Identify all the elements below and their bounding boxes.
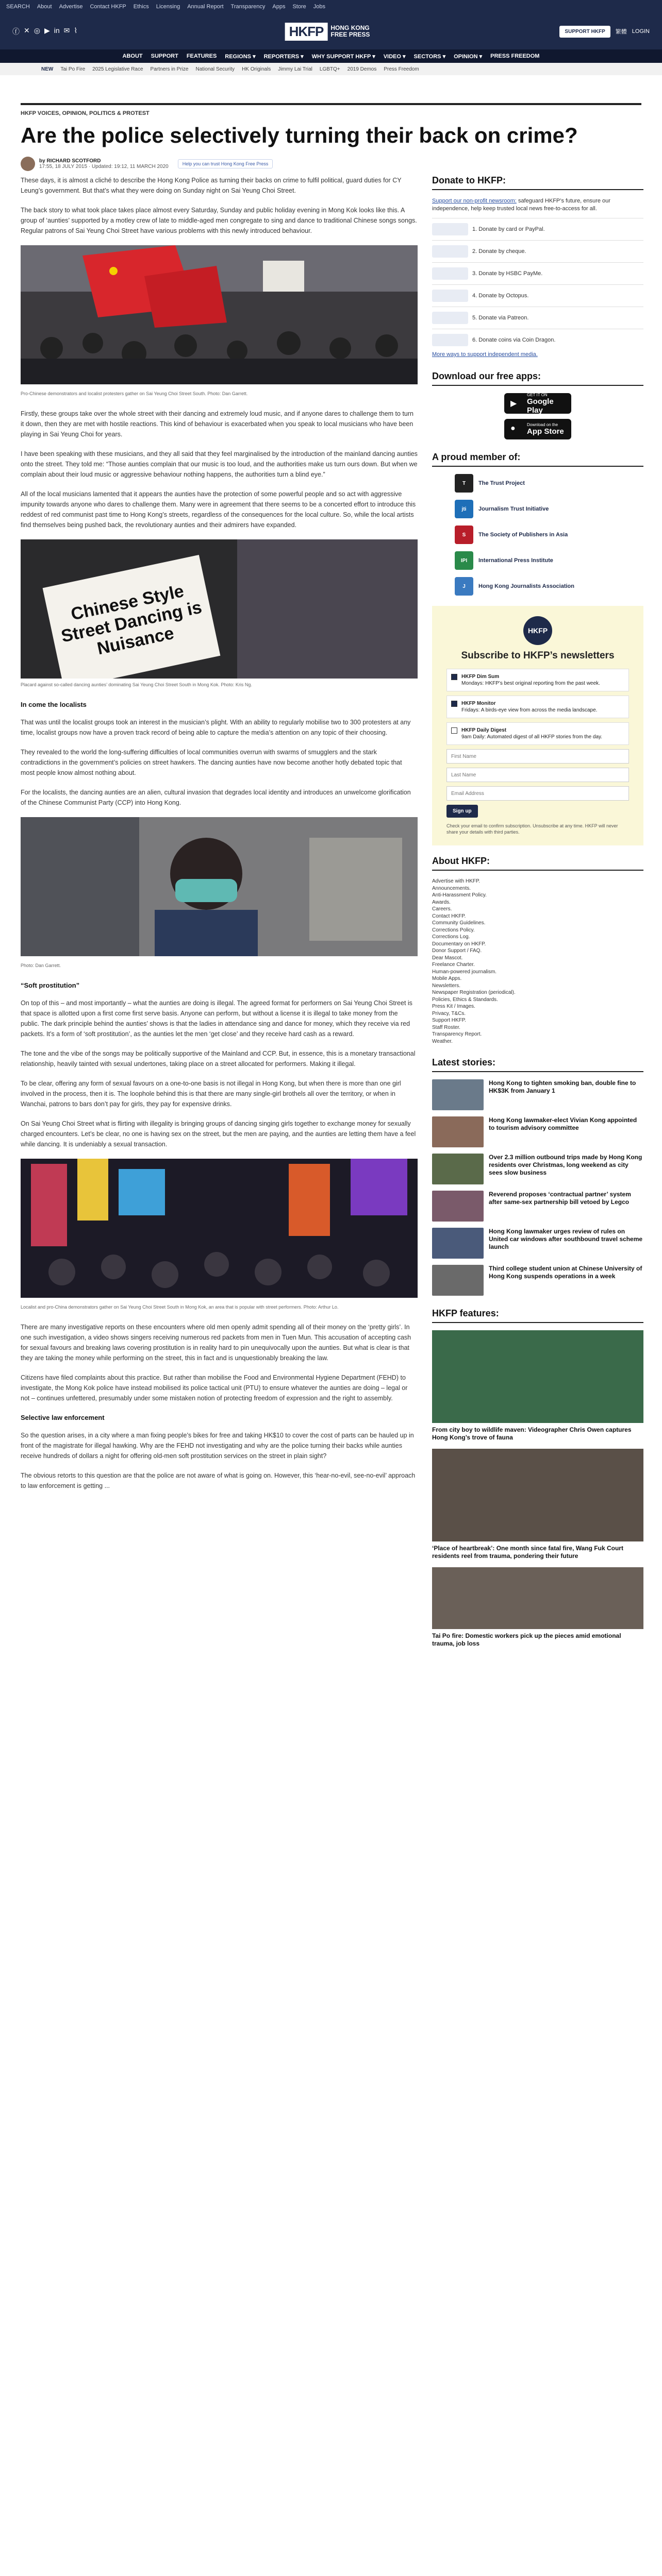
article-header [21, 103, 641, 171]
paragraph: The back story to what took place takes place almost every Saturday, Sunday and public holiday evening in Mong Kok looks like this. A group of ‘aunties’ supported by a motley crew of late to middle-aged men congregate to sing and dance to traditional Chinese songs songs. Regular patrons of Sai Yeung Choi Street have various problems with this newly introduced behaviour. [21, 207, 417, 234]
section-heading: In come the localists [21, 701, 87, 708]
about-link[interactable]: Careers. [432, 906, 452, 912]
donate-option-label: 2. Donate by cheque. [472, 248, 526, 255]
sidebar [432, 175, 643, 1655]
apps-title: Download our free apps: [432, 371, 643, 386]
about-link[interactable]: Press Kit / Images. [432, 1004, 475, 1009]
about-link[interactable]: Support HKFP. [432, 1018, 466, 1023]
paragraph: That was until the localist groups took an interest in the musician’s plight. With an ability to regularly mobilise two to 300 protesters at any time, localist groups now have a proven track record of being able to capture the media’s attention on any topic of their choosing. [21, 719, 411, 736]
story-title: Hong Kong lawmaker-elect Vivian Kong appointed to tourism advisory committee [489, 1116, 637, 1131]
email-icon[interactable]: ✉ [63, 26, 70, 35]
trending-item[interactable]: HK Originals [242, 66, 271, 72]
paragraph: To be clear, offering any form of sexual favours on a one-to-one basis is not illegal in Hong Kong, but when there is more than one girl involved in the process, then it is. The loophole behind this is that there are many single-girl brothels all over the territory, or when in Wanchai, patrons to bars don’t pay for girls, they pay for expensive drinks. [21, 1080, 401, 1108]
newsletter-desc: Fridays: A birds-eye view from across the media landscape. [461, 707, 598, 713]
top-utility-bar [0, 0, 662, 13]
newsletter-desc: 9am Daily: Automated digest of all HKFP stories from the day. [461, 734, 603, 740]
trending-item[interactable]: Jimmy Lai Trial [278, 66, 312, 72]
google-play-small: GET IT ON [527, 392, 548, 397]
topbar-link-store[interactable]: Store [292, 4, 306, 10]
app-store-button[interactable] [504, 419, 571, 439]
twitter-icon[interactable]: ✕ [24, 26, 30, 35]
trust-badge[interactable]: Help you can trust Hong Kong Free Press [178, 159, 273, 168]
story-thumbnail [432, 1265, 484, 1296]
topbar-link-apps[interactable]: Apps [272, 4, 286, 10]
rss-icon[interactable]: ⌇ [74, 26, 78, 35]
checkbox-checked[interactable] [451, 701, 457, 707]
nav-about[interactable]: ABOUT [122, 53, 143, 59]
article-title: Are the police selectively turning their back on crime? [21, 123, 578, 147]
photo-caption: Photo: Dan Garrett. [21, 963, 61, 968]
patreon-logo [432, 312, 468, 324]
donate-link[interactable]: Support our non-profit newsroom: [432, 198, 517, 204]
about-link[interactable]: Donor Support / FAQ. [432, 948, 482, 954]
member-name: International Press Institute [478, 557, 553, 564]
about-links [432, 878, 643, 1045]
paragraph: For the localists, the dancing aunties are an alien, cultural invasion that degrades local identity and introduces an unwelcome glorification of the Chinese Communist Party (CCP) into Hong Kong. [21, 789, 411, 806]
newsletter-widget [432, 606, 643, 845]
photo-caption: Localist and pro-China demonstrators gather on Sai Yeung Choi Street South in Mong Kok, an area that is popular with street performers. Photo: Arthur Lo. [21, 1304, 339, 1310]
photo-caption: Pro-Chinese demonstrators and localist protesters gather on Sai Yeung Choi Street South. Photo: Dan Garrett. [21, 391, 248, 396]
coin-dragon-logo [432, 334, 468, 346]
story-item[interactable] [432, 1191, 643, 1222]
newsletter-logo: HKFP [523, 616, 552, 645]
latest-stories [432, 1057, 643, 1296]
photo-protest-flags [21, 245, 418, 384]
newsletter-fine-print: Check your email to confirm subscription. Unsubscribe at any time. HKFP will never share your details with third parties. [446, 823, 618, 835]
paragraph: So the question arises, in a city where a man fixing people’s bikes for free and taking HK$10 to cover the cost of parts can be hauled up in front of the magistrate for illegal hawking. Why are the FEHD not investigating and why are the police turning their backs while aunties receive hundreds of dollars a night for offering old-men soft prostitution services on the street in plain sight? [21, 1432, 414, 1460]
search-link[interactable]: SEARCH [6, 4, 30, 10]
app-store-small: Download on the [527, 422, 558, 427]
donate-option[interactable] [432, 284, 643, 307]
story-title: Over 2.3 million outbound trips made by Hong Kong residents over Christmas, long weekend as city sees slow business [489, 1154, 642, 1176]
newsletter-name: HKFP Daily Digest [461, 727, 507, 733]
apple-icon: ● [510, 424, 516, 433]
story-item[interactable] [432, 1154, 643, 1184]
member-hkja[interactable] [455, 577, 643, 596]
about-link[interactable]: Contact HKFP. [432, 913, 466, 919]
publish-date: 17:55, 18 JULY 2015 [39, 164, 88, 170]
nav-regions[interactable]: REGIONS ▾ [225, 53, 256, 60]
youtube-icon[interactable]: ▶ [44, 26, 50, 35]
about-link[interactable]: Corrections Log. [432, 934, 470, 940]
app-store-label: App Store [527, 427, 564, 436]
logo-mark: HKFP [285, 23, 328, 41]
topbar-link-contact[interactable]: Contact HKFP [90, 4, 126, 10]
donate-option[interactable] [432, 218, 643, 240]
about-link[interactable]: Announcements. [432, 885, 471, 891]
about-link[interactable]: Corrections Policy. [432, 927, 475, 933]
topbar-link-ethics[interactable]: Ethics [133, 4, 149, 10]
newsletter-name: HKFP Monitor [461, 701, 496, 706]
about-title: About HKFP: [432, 856, 643, 871]
trending-item[interactable]: 2019 Demos [347, 66, 377, 72]
newsletter-desc: Mondays: HKFP’s best original reporting from the past week. [461, 681, 600, 686]
topbar-link-licensing[interactable]: Licensing [156, 4, 180, 10]
about-link[interactable]: Freelance Charter. [432, 962, 475, 968]
member-trust-project[interactable] [455, 474, 643, 493]
ipi-logo: IPI [455, 551, 473, 570]
donate-option[interactable] [432, 329, 643, 351]
checkbox-checked[interactable] [451, 674, 457, 680]
member-title: A proud member of: [432, 452, 643, 467]
about-link[interactable]: Awards. [432, 899, 451, 905]
trending-item[interactable]: National Security [195, 66, 235, 72]
donate-option-label: 6. Donate coins via Coin Dragon. [472, 337, 556, 343]
about-link[interactable]: Privacy, T&Cs. [432, 1010, 466, 1016]
paragraph: The tone and the vibe of the songs may be politically supportive of the Mainland and CCP. But, in essence, this is a monetary transactional relationship, heavily tainted with sexual undertones, taking place on a street allocated for performers. Making it illegal. [21, 1050, 416, 1067]
donate-option[interactable] [432, 307, 643, 329]
story-thumbnail [432, 1228, 484, 1259]
about-link[interactable]: Mobile Apps. [432, 976, 462, 981]
nav-support[interactable]: SUPPORT [151, 53, 178, 59]
story-title: Reverend proposes ‘contractual partner’ system after same-sex partnership bill vetoed by Legco [489, 1191, 631, 1206]
paragraph: On Sai Yeung Choi Street what is flirting with illegality is bringing groups of dancing singing girls together to exchange money for sexually charged encounters. Let’s be clear, no one is having sex on the street, but the men are paying, and the aunties are letting them have a feel while dancing. It is undeniably a sexual transaction. [21, 1120, 416, 1148]
feature-title[interactable]: Tai Po fire: Domestic workers pick up the pieces amid emotional trauma, job loss [432, 1632, 621, 1647]
nav-reporters[interactable]: REPORTERS ▾ [263, 53, 304, 60]
newsletter-name: HKFP Dim Sum [461, 674, 500, 680]
story-title: Hong Kong lawmaker urges review of rules on United car windows after southbound travel scheme launch [489, 1228, 643, 1250]
author-name[interactable]: by RICHARD SCOTFORD [39, 158, 101, 164]
payme-logo [432, 267, 468, 280]
member-name: Hong Kong Journalists Association [478, 583, 574, 589]
story-item[interactable] [432, 1079, 643, 1110]
member-name: Journalism Trust Initiative [478, 506, 549, 512]
donate-text: safeguard HKFP’s future, ensure our independence, help keep trusted local news free-to-access for all. [432, 198, 610, 212]
features-section [432, 1308, 643, 1648]
paragraph: There are many investigative reports on these encounters where old men openly admit spending all of their money on the ‘pretty girls’. In one such investigation, a video shows singers receiving numerous red packets from men in Tuen Mun. This accusation of accepting cash for sexual favours and breaking laws covering prostitution is in reality hard to pin unequivocally upon the aunties. But what is clear is that they are taking the money while performing on the street, this in fact and is unquestionably breaking the law. [21, 1324, 411, 1362]
about-link[interactable]: Dear Mascot. [432, 955, 463, 961]
donate-widget [432, 175, 643, 359]
support-button[interactable]: SUPPORT HKFP [559, 26, 610, 38]
signup-button[interactable]: Sign up [446, 805, 478, 818]
paragraph: Citizens have filed complaints about this practice. But rather than mobilise the Food and Environmental Hygiene Department (FEHD) to investigate, the Mong Kok police have instead mobilised its police tactical unit (PTU) to ensure whatever the aunties are doing – legal or not – continues unfettered, presumably under some mistaken notion of protecting freedom of expression and the right to assembly. [21, 1374, 408, 1402]
instagram-icon[interactable]: ◎ [34, 26, 40, 35]
topbar-link-about[interactable]: About [37, 4, 52, 10]
article-body [21, 175, 418, 1500]
sopa-logo: S [455, 526, 473, 544]
google-play-label: Google Play [527, 397, 554, 415]
donate-option-label: 5. Donate via Patreon. [472, 315, 529, 321]
photo-placard [21, 539, 418, 679]
donate-title: Donate to HKFP: [432, 175, 643, 190]
photo-caption: Placard against so-called dancing aunties’ dominating Sai Yeung Choi Street South in Mong Kok. Photo: Kris Ng. [21, 682, 252, 687]
last-name-field[interactable] [446, 768, 629, 782]
updated-date: Updated: 19:12, 11 MARCH 2020 [91, 164, 169, 170]
site-logo[interactable] [285, 23, 377, 41]
paragraph: On top of this – and most importantly – what the aunties are doing is illegal. The agreed format for performers on Sai Yeung Choi Street is that space is allotted upon a first come first serve basis. Anyone can perform, but without a license it is illegal to take money from the public. The dark principle behind the aunties’ shows is that the ladies in attendance sing and dance for money, which they receive via red packets. It’s a form of ‘soft prostitution’, as the aunties let the men ‘get close’ and they receive hard cash as a reward. [21, 999, 412, 1038]
section-heading: “Soft prostitution” [21, 981, 80, 989]
story-item[interactable] [432, 1228, 643, 1259]
donate-option[interactable] [432, 240, 643, 262]
features-title: HKFP features: [432, 1308, 643, 1323]
checkbox-unchecked[interactable] [451, 727, 457, 734]
social-icons [12, 26, 77, 37]
feature-image[interactable] [432, 1449, 643, 1541]
nav-why-support[interactable]: WHY SUPPORT HKFP ▾ [311, 53, 375, 60]
more-ways-link[interactable]: More ways to support independent media. [432, 351, 538, 358]
logo-text: HONG KONG FREE PRESS [330, 24, 370, 38]
paragraph: I have been speaking with these musicians, and they all said that they feel marginalised by the introduction of the mainland dancing aunties onto the street. They told me: “Those aunties complain that our music is too loud, and the authorities make us turn ours down. But when we complain about their loud music or aggressive behaviour nothing happens, the authorities turn a blind eye.” [21, 450, 418, 478]
newsletter-option[interactable] [446, 722, 629, 745]
author-avatar [21, 157, 35, 171]
story-thumbnail [432, 1116, 484, 1147]
story-thumbnail [432, 1154, 484, 1184]
about-link[interactable]: Human-powered journalism. [432, 969, 497, 975]
nav-opinion[interactable]: OPINION ▾ [454, 53, 483, 60]
about-link[interactable]: Anti-Harassment Policy. [432, 892, 487, 898]
story-title: Hong Kong to tighten smoking ban, double fine to HK$3K from January 1 [489, 1079, 636, 1094]
about-link[interactable]: Newsletters. [432, 982, 461, 989]
email-field[interactable] [446, 786, 629, 801]
linkedin-icon[interactable]: in [54, 26, 60, 35]
section-heading: Selective law enforcement [21, 1414, 105, 1421]
topbar-link-advertise[interactable]: Advertise [59, 4, 83, 10]
donate-option-label: 1. Donate by card or PayPal. [472, 226, 545, 232]
member-ipi[interactable] [455, 551, 643, 570]
trending-item[interactable]: Press Freedom [384, 66, 419, 72]
about-link[interactable]: Policies, Ethics & Standards. [432, 996, 498, 1003]
donate-option[interactable] [432, 262, 643, 284]
latest-title: Latest stories: [432, 1057, 643, 1072]
cheque-icon [432, 245, 468, 258]
trending-item[interactable]: Tai Po Fire [60, 66, 86, 72]
donate-option-label: 4. Donate by Octopus. [472, 293, 529, 299]
facebook-icon[interactable]: ⓕ [12, 27, 20, 36]
feature-image[interactable] [432, 1330, 643, 1423]
topbar-link-transparency[interactable]: Transparency [230, 4, 266, 10]
nav-sectors[interactable]: SECTORS ▾ [413, 53, 446, 60]
newsletter-title: Subscribe to HKFP’s newsletters [461, 650, 615, 661]
topbar-link-jobs[interactable]: Jobs [313, 4, 326, 10]
about-link[interactable]: Documentary on HKFP. [432, 941, 486, 947]
about-link[interactable]: Staff Roster. [432, 1024, 460, 1030]
first-name-field[interactable] [446, 749, 629, 764]
about-link[interactable]: Weather. [432, 1038, 453, 1044]
placard-text: Chinese Style Street Dancing is Nuisance [59, 581, 204, 659]
jti-logo: jti [455, 500, 473, 518]
trending-bar [0, 63, 662, 75]
topbar-link-annual-report[interactable]: Annual Report [187, 4, 224, 10]
octopus-logo [432, 290, 468, 302]
nav-press-freedom[interactable]: PRESS FREEDOM [490, 53, 540, 59]
feature-title[interactable]: ‘Place of heartbreak’: One month since fatal fire, Wang Fuk Court residents reel from trauma, pondering their future [432, 1545, 623, 1560]
newsletter-option[interactable] [446, 696, 629, 718]
member-jti[interactable] [455, 500, 643, 518]
about-link[interactable]: Transparency Report. [432, 1031, 482, 1037]
trust-project-logo: T [455, 474, 473, 493]
about-link[interactable]: Community Guidelines. [432, 920, 486, 926]
trending-item[interactable]: Partners in Prize [150, 66, 189, 72]
payment-card-logo [432, 223, 468, 235]
language-link[interactable]: 繁體 [615, 29, 627, 35]
google-play-icon: ▶ [510, 399, 517, 408]
story-thumbnail [432, 1191, 484, 1222]
member-sopa[interactable] [455, 526, 643, 544]
paragraph: Firstly, these groups take over the whole street with their dancing and extremely loud music, and if anyone dares to challenge them to turn it down, then they are met with hostile reactions. This kind of behaviour is exacerbated when you speak to local musicians who have been playing in Sai Yeung Choi for years. [21, 410, 413, 438]
paragraph: All of the local musicians lamented that it appears the aunties have the protection of some powerful people and so act with aggressive impunity towards anyone who dares to challenge them. Many were in agreement that there seems to be a concerted effort to introduce this reddest of red communist past time to Hong Kong’s streets, regardless of the consequences for the local culture. So, while the local artists find themselves being pushed back, the revolutionary aunties and their admirers have expanded. [21, 490, 416, 529]
feature-title[interactable]: From city boy to wildlife maven: Videographer Chris Owen captures Hong Kong’s trove of fauna [432, 1426, 632, 1441]
main-navigation [0, 49, 662, 63]
trending-item[interactable]: LGBTQ+ [319, 66, 340, 72]
feature-image[interactable] [432, 1567, 643, 1629]
login-link[interactable]: LOGIN [632, 28, 650, 35]
story-title: Third college student union at Chinese University of Hong Kong suspends operations in a week [489, 1265, 642, 1280]
paragraph: The obvious retorts to this question are that the police are not aware of what is going on. However, this ‘hear-no-evil, see-no-evil’ approach to law enforcement is getting ... [21, 1472, 416, 1489]
trending-label: NEW [41, 66, 54, 72]
newsletter-option[interactable] [446, 669, 629, 691]
photo-mong-kok-crowd [21, 1159, 418, 1298]
story-item[interactable] [432, 1265, 643, 1296]
member-name: The Society of Publishers in Asia [478, 532, 568, 538]
hkja-logo: J [455, 577, 473, 596]
donate-option-label: 3. Donate by HSBC PayMe. [472, 270, 543, 277]
site-header [0, 13, 662, 49]
byline: by RICHARD SCOTFORD 17:55, 18 JULY 2015 · Updated: 19:12, 11 MARCH 2020 Help you can trust Hong Kong Free Press [21, 157, 641, 171]
nav-video[interactable]: VIDEO ▾ [383, 53, 406, 60]
about-link[interactable]: Advertise with HKFP. [432, 878, 481, 884]
photo-masked-protester [21, 817, 418, 956]
paragraph: These days, it is almost a cliché to describe the Hong Kong Police as turning their backs on crime to fulfil political, guard duties for CY Leung’s government. But that’s what they were doing on Sunday night on Sai Yeung Choi Street. [21, 177, 402, 194]
paragraph: They revealed to the world the long-suffering difficulties of local communities overrun with swarms of smugglers and the stark contradictions in the government’s policies on street hawkers. The dancing aunties have now become another hotly debated topic that most people know almost nothing about. [21, 749, 402, 776]
google-play-button[interactable] [504, 393, 571, 414]
story-thumbnail [432, 1079, 484, 1110]
member-name: The Trust Project [478, 480, 525, 486]
article-category[interactable]: HKFP VOICES, OPINION, POLITICS & PROTEST [21, 103, 641, 116]
trending-item[interactable]: 2025 Legislative Race [92, 66, 143, 72]
story-item[interactable] [432, 1116, 643, 1147]
nav-features[interactable]: FEATURES [186, 53, 217, 59]
about-link[interactable]: Newspaper Registration (periodical). [432, 990, 516, 995]
